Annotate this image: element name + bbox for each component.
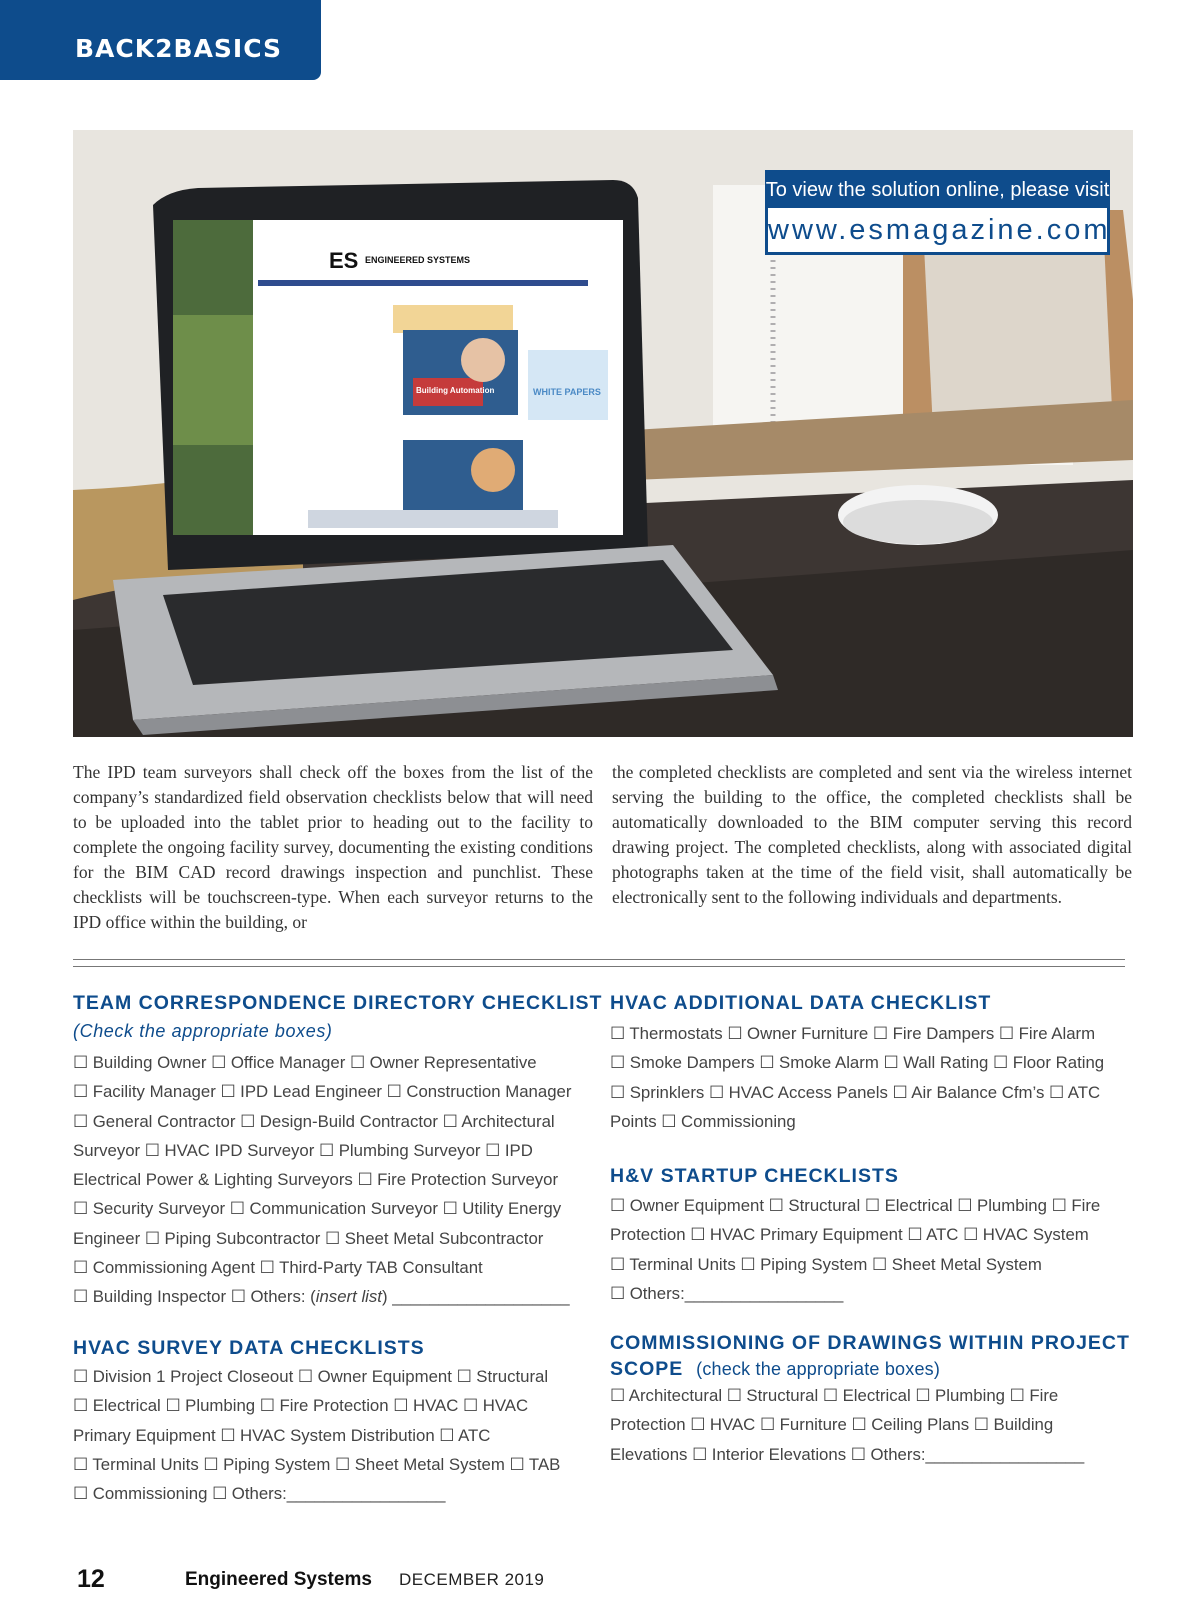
screen-headline: Building Automation: [416, 386, 495, 395]
checklist-line[interactable]: ☐ Terminal Units ☐ Piping System ☐ Sheet Metal System ☐ TAB: [73, 1454, 561, 1474]
divider-line: [73, 966, 1125, 967]
commissioning-title-line2: SCOPE: [610, 1358, 684, 1380]
magazine-name: Engineered Systems: [185, 1569, 372, 1590]
checklist-line[interactable]: Protection ☐ HVAC ☐ Furniture ☐ Ceiling Plans ☐ Building: [610, 1415, 1054, 1435]
commissioning-title-line1: COMMISSIONING OF DRAWINGS WITHIN PROJECT: [610, 1332, 1130, 1354]
intro-right-paragraph: the completed checklists are completed and sent via the wireless internet serving the building to the office, the completed checklists shall be automatically downloaded to the BIM computer serving this record drawing project. The completed checklists, along with associated digital photographs taken at the time of the field visit, shall automatically be electronically sent to the following individuals and departments.: [612, 762, 1132, 907]
screen-banner: WHITE PAPERS: [533, 387, 601, 397]
checklist-line[interactable]: Protection ☐ HVAC Primary Equipment ☐ ATC ☐ HVAC System: [610, 1225, 1089, 1245]
team-checklist-subtitle: (Check the appropriate boxes): [73, 1021, 333, 1041]
last-line-end: ) ___________________: [381, 1287, 570, 1307]
checklist-line[interactable]: [73, 1282, 588, 1311]
divider-line: [73, 959, 1125, 960]
checklist-line[interactable]: ☐ Facility Manager ☐ IPD Lead Engineer ☐ Construction Manager: [73, 1082, 572, 1102]
checklist-line[interactable]: Engineer ☐ Piping Subcontractor ☐ Sheet Metal Subcontractor: [73, 1228, 544, 1248]
screen-logo-text: ENGINEERED SYSTEMS: [365, 255, 471, 265]
section-label: BACK2BASICS: [75, 34, 283, 63]
checklist-line[interactable]: ☐ Owner Equipment ☐ Structural ☐ Electrical ☐ Plumbing ☐ Fire: [610, 1196, 1101, 1215]
survey-checklist: [73, 1362, 588, 1508]
last-line-start: ☐ Building Inspector ☐ Others: (: [73, 1287, 316, 1307]
issue-date: DECEMBER 2019: [399, 1570, 545, 1589]
checklist-line[interactable]: ☐ Commissioning ☐ Others:_________________: [73, 1484, 446, 1504]
checklist-line[interactable]: ☐ Terminal Units ☐ Piping System ☐ Sheet Metal System: [610, 1254, 1042, 1274]
checklist-line[interactable]: ☐ Smoke Dampers ☐ Smoke Alarm ☐ Wall Rating ☐ Floor Rating: [610, 1053, 1105, 1073]
checklist-line[interactable]: ☐ Electrical ☐ Plumbing ☐ Fire Protection ☐ HVAC ☐ HVAC: [73, 1396, 529, 1416]
team-checklist: [73, 1048, 588, 1312]
additional-checklist-title: HVAC ADDITIONAL DATA CHECKLIST: [610, 992, 992, 1014]
callout-url[interactable]: www.esmagazine.com: [765, 208, 1110, 255]
checklist-line[interactable]: Primary Equipment ☐ HVAC System Distribution ☐ ATC: [73, 1425, 491, 1445]
checklist-line[interactable]: Elevations ☐ Interior Elevations ☐ Others:_________________: [610, 1444, 1085, 1464]
team-checklist-title: TEAM CORRESPONDENCE DIRECTORY CHECKLIST: [73, 992, 603, 1014]
checklist-line[interactable]: Electrical Power & Lighting Surveyors ☐ Fire Protection Surveyor: [73, 1170, 559, 1190]
additional-checklist: [610, 1019, 1125, 1136]
screen-logo: ES: [329, 248, 359, 273]
checklist-line[interactable]: ☐ Architectural ☐ Structural ☐ Electrical ☐ Plumbing ☐ Fire: [610, 1386, 1059, 1405]
startup-checklist: [610, 1191, 1125, 1308]
checklist-line[interactable]: ☐ General Contractor ☐ Design-Build Contractor ☐ Architectural: [73, 1111, 555, 1131]
checklist-line[interactable]: ☐ Thermostats ☐ Owner Furniture ☐ Fire Dampers ☐ Fire Alarm: [610, 1024, 1096, 1043]
checklist-line[interactable]: ☐ Sprinklers ☐ HVAC Access Panels ☐ Air Balance Cfm’s ☐ ATC: [610, 1082, 1101, 1102]
checklist-line[interactable]: ☐ Building Owner ☐ Office Manager ☐ Owner Representative: [73, 1053, 537, 1072]
checklist-line[interactable]: Points ☐ Commissioning: [610, 1111, 796, 1131]
insert-list-text: insert list: [315, 1287, 382, 1307]
commissioning-checklist: [610, 1381, 1170, 1469]
intro-left-paragraph: The IPD team surveyors shall check off the boxes from the list of the company’s standardized field observation checklists below that will need to be uploaded into the tablet prior to heading out to the facility to complete the ongoing facility survey, documenting the existing conditions for the BIM CAD record drawings inspection and punchlist. These checklists will be touchscreen-type. When each surveyor returns to the IPD office within the building, or: [73, 762, 593, 932]
checklist-line[interactable]: Surveyor ☐ HVAC IPD Surveyor ☐ Plumbing Surveyor ☐ IPD: [73, 1140, 533, 1160]
survey-checklist-title: HVAC SURVEY DATA CHECKLISTS: [73, 1337, 425, 1359]
startup-checklist-title: H&V STARTUP CHECKLISTS: [610, 1165, 899, 1187]
callout-text: To view the solution online, please visit: [765, 170, 1110, 208]
checklist-line[interactable]: ☐ Commissioning Agent ☐ Third-Party TAB Consultant: [73, 1258, 483, 1278]
checklist-line[interactable]: ☐ Security Surveyor ☐ Communication Surveyor ☐ Utility Energy: [73, 1199, 562, 1219]
commissioning-checklist-title: [610, 1330, 1170, 1382]
commissioning-subtitle: (check the appropriate boxes): [696, 1359, 941, 1379]
page-number: 12: [77, 1565, 105, 1593]
section-tab: [0, 0, 321, 80]
online-callout: [765, 170, 1110, 255]
checklist-line[interactable]: ☐ Division 1 Project Closeout ☐ Owner Equipment ☐ Structural: [73, 1367, 549, 1386]
checklist-line[interactable]: ☐ Others:_________________: [610, 1283, 844, 1303]
